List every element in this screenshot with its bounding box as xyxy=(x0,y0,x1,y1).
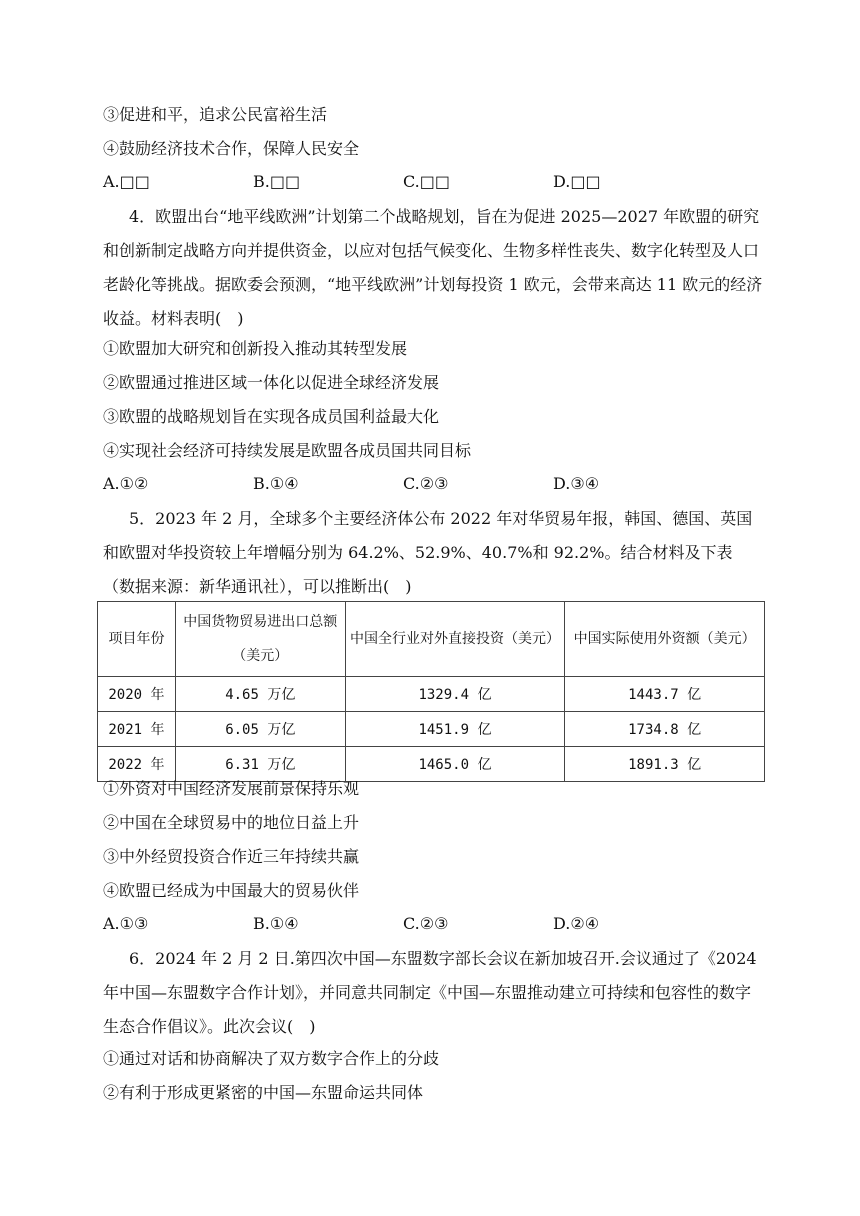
q5-option-a[interactable]: A.①③ xyxy=(103,914,149,933)
q5-item-3: ③中外经贸投资合作近三年持续共赢 xyxy=(103,847,360,866)
q5-item-2: ②中国在全球贸易中的地位日益上升 xyxy=(103,813,360,832)
table-cell: 1891.3 亿 xyxy=(565,747,765,782)
q4-item-4: ④实现社会经济可持续发展是欧盟各成员国共同目标 xyxy=(103,441,472,460)
q4-option-a[interactable]: A.①② xyxy=(103,474,149,493)
trade-data-table xyxy=(97,601,765,782)
table-cell: 2021 年 xyxy=(98,712,176,747)
q5-item-1: ①外资对中国经济发展前景保持乐观 xyxy=(103,779,360,798)
q4-option-b[interactable]: B.①④ xyxy=(253,474,299,493)
q5-item-4: ④欧盟已经成为中国最大的贸易伙伴 xyxy=(103,881,360,900)
table-row xyxy=(98,677,765,712)
q4-option-d[interactable]: D.③④ xyxy=(553,474,600,493)
table-cell: 1465.0 亿 xyxy=(345,747,565,782)
table-row xyxy=(98,712,765,747)
table-cell: 6.31 万亿 xyxy=(175,747,345,782)
table-row xyxy=(98,747,765,782)
table-cell: 1329.4 亿 xyxy=(345,677,565,712)
q4-item-2: ②欧盟通过推进区域一体化以促进全球经济发展 xyxy=(103,373,440,392)
q4-item-3: ③欧盟的战略规划旨在实现各成员国利益最大化 xyxy=(103,407,440,426)
table-cell: 2020 年 xyxy=(98,677,176,712)
header-outbound-investment: 中国全行业对外直接投资（美元） xyxy=(345,602,565,677)
q5-option-c[interactable]: C.②③ xyxy=(403,914,449,933)
header-foreign-capital: 中国实际使用外资额（美元） xyxy=(565,602,765,677)
q3-options xyxy=(103,172,803,194)
q6-item-1: ①通过对话和协商解决了双方数字合作上的分歧 xyxy=(103,1049,440,1068)
q3-option-c[interactable]: C.□□ xyxy=(403,172,450,191)
q4-item-1: ①欧盟加大研究和创新投入推动其转型发展 xyxy=(103,339,408,358)
q3-item-3: ③促进和平，追求公民富裕生活 xyxy=(103,105,328,124)
table-cell: 1443.7 亿 xyxy=(565,677,765,712)
q5-stem: 5．2023 年 2 月，全球多个主要经济体公布 2022 年对华贸易年报，韩国、德国、英国和欧盟对华投资较上年增幅分别为 64.2%、52.9%、40.7%和 92.2%。结合材料及下表（数据来源：新华通讯社），可以推断出( ) xyxy=(103,509,753,596)
q4-options xyxy=(103,474,803,496)
q3-option-a[interactable]: A.□□ xyxy=(103,172,150,191)
header-trade-total: 中国货物贸易进出口总额（美元） xyxy=(175,602,345,677)
table-cell: 1451.9 亿 xyxy=(345,712,565,747)
table-header-row xyxy=(98,602,765,677)
q3-option-d[interactable]: D.□□ xyxy=(553,172,601,191)
q3-item-4: ④鼓励经济技术合作，保障人民安全 xyxy=(103,139,360,158)
q4-stem: 4．欧盟出台“地平线欧洲”计划第二个战略规划，旨在为促进 2025—2027 年欧盟的研究和创新制定战略方向并提供资金，以应对包括气候变化、生物多样性丧失、数字化转型及人口老龄化等挑战。据欧委会预测，“地平线欧洲”计划每投资 1 欧元，会带来高达 11 欧元的经济收益。材料表明( ) xyxy=(103,207,763,328)
q5-option-d[interactable]: D.②④ xyxy=(553,914,600,933)
q4-option-c[interactable]: C.②③ xyxy=(403,474,449,493)
header-year: 项目年份 xyxy=(98,602,176,677)
q6-stem: 6．2024 年 2 月 2 日.第四次中国—东盟数字部长会议在新加坡召开.会议通过了《2024 年中国—东盟数字合作计划》，并同意共同制定《中国—东盟推动建立可持续和包容性的数字生态合作倡议》。此次会议( ) xyxy=(103,949,757,1036)
table-cell: 1734.8 亿 xyxy=(565,712,765,747)
table-cell: 2022 年 xyxy=(98,747,176,782)
q6-item-2: ②有利于形成更紧密的中国—东盟命运共同体 xyxy=(103,1083,424,1102)
table-cell: 4.65 万亿 xyxy=(175,677,345,712)
q3-option-b[interactable]: B.□□ xyxy=(253,172,301,191)
q5-options xyxy=(103,914,803,936)
table-cell: 6.05 万亿 xyxy=(175,712,345,747)
q5-option-b[interactable]: B.①④ xyxy=(253,914,299,933)
